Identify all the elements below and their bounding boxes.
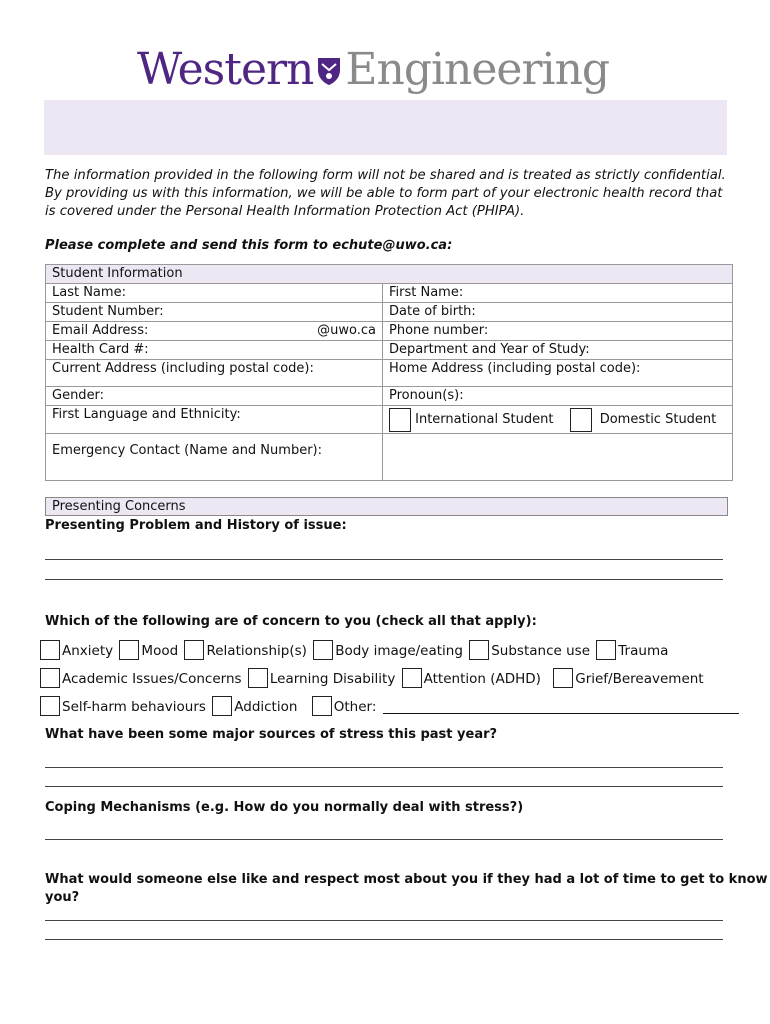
first-name-field[interactable]: First Name: xyxy=(383,284,733,303)
respect-answer-line-1[interactable] xyxy=(45,920,723,921)
western-engineering-logo xyxy=(137,44,609,95)
logo-western-text: Western xyxy=(137,44,314,95)
intro-line-3: is covered under the Personal Health Information Protection Act (PHIPA). xyxy=(45,204,525,219)
send-instruction: Please complete and send this form to echute@uwo.ca: xyxy=(45,238,453,253)
gender-field[interactable]: Gender: xyxy=(46,387,383,406)
email-label: Email Address: xyxy=(52,323,149,338)
relationships-checkbox[interactable] xyxy=(184,640,204,660)
stress-answer-line-1[interactable] xyxy=(45,767,723,768)
current-address-field[interactable]: Current Address (including postal code): xyxy=(46,360,383,387)
international-checkbox[interactable] xyxy=(389,408,411,432)
grief-checkbox[interactable] xyxy=(553,668,573,688)
self-harm-label: Self-harm behaviours xyxy=(62,699,206,715)
language-field[interactable]: First Language and Ethnicity: xyxy=(46,406,383,434)
respect-answer-line-2[interactable] xyxy=(45,939,723,940)
addiction-checkbox[interactable] xyxy=(212,696,232,716)
concerns-row-3 xyxy=(40,696,739,716)
addiction-label: Addiction xyxy=(234,699,298,715)
concerns-row-1 xyxy=(40,640,670,660)
mood-label: Mood xyxy=(141,643,179,659)
respect-question-line-1: What would someone else like and respect most about you if they had a lot of time to get to know xyxy=(45,872,768,887)
adhd-checkbox[interactable] xyxy=(402,668,422,688)
grief-label: Grief/Bereavement xyxy=(575,671,704,687)
anxiety-label: Anxiety xyxy=(62,643,114,659)
health-card-field[interactable]: Health Card #: xyxy=(46,341,383,360)
concerns-question: Which of the following are of concern to you (check all that apply): xyxy=(45,614,537,629)
other-label: Other: xyxy=(333,699,377,715)
other-answer-line[interactable] xyxy=(383,713,739,714)
student-info-table xyxy=(45,264,733,481)
home-address-field[interactable]: Home Address (including postal code): xyxy=(383,360,733,387)
international-label: International Student xyxy=(415,412,554,427)
intro-line-1: The information provided in the following form will not be shared and is treated as strictly confidential. xyxy=(45,168,726,183)
respect-question-line-2: you? xyxy=(45,890,80,905)
self-harm-checkbox[interactable] xyxy=(40,696,60,716)
history-answer-line-2[interactable] xyxy=(45,579,723,580)
student-number-field[interactable]: Student Number: xyxy=(46,303,383,322)
adhd-label: Attention (ADHD) xyxy=(423,671,541,687)
other-checkbox[interactable] xyxy=(312,696,332,716)
email-field[interactable] xyxy=(46,322,383,341)
history-question: Presenting Problem and History of issue: xyxy=(45,518,347,533)
concerns-row-2 xyxy=(40,668,706,688)
department-field[interactable]: Department and Year of Study: xyxy=(383,341,733,360)
domestic-label: Domestic Student xyxy=(599,412,717,427)
academic-label: Academic Issues/Concerns xyxy=(62,671,242,687)
emergency-contact-blank[interactable] xyxy=(383,434,733,481)
substance-use-checkbox[interactable] xyxy=(469,640,489,660)
student-type-field xyxy=(383,406,733,434)
coping-answer-line[interactable] xyxy=(45,839,723,840)
student-info-header: Student Information xyxy=(46,265,733,284)
email-suffix: @uwo.ca xyxy=(317,323,376,338)
pronouns-field[interactable]: Pronoun(s): xyxy=(383,387,733,406)
phone-field[interactable]: Phone number: xyxy=(383,322,733,341)
logo-engineering-text: Engineering xyxy=(345,44,610,95)
intro-line-2: By providing us with this information, we will be able to form part of your electronic health record that xyxy=(45,186,723,201)
presenting-concerns-header: Presenting Concerns xyxy=(45,497,728,516)
domestic-checkbox[interactable] xyxy=(570,408,592,432)
mood-checkbox[interactable] xyxy=(119,640,139,660)
coping-question: Coping Mechanisms (e.g. How do you normally deal with stress?) xyxy=(45,800,524,815)
trauma-checkbox[interactable] xyxy=(596,640,616,660)
history-answer-line-1[interactable] xyxy=(45,559,723,560)
anxiety-checkbox[interactable] xyxy=(40,640,60,660)
body-image-label: Body image/eating xyxy=(335,643,463,659)
last-name-field[interactable]: Last Name: xyxy=(46,284,383,303)
dob-field[interactable]: Date of birth: xyxy=(383,303,733,322)
shield-icon xyxy=(316,56,342,86)
learning-disability-label: Learning Disability xyxy=(269,671,396,687)
body-image-checkbox[interactable] xyxy=(313,640,333,660)
academic-checkbox[interactable] xyxy=(40,668,60,688)
stress-question: What have been some major sources of stress this past year? xyxy=(45,727,498,742)
trauma-label: Trauma xyxy=(618,643,669,659)
substance-use-label: Substance use xyxy=(491,643,590,659)
learning-disability-checkbox[interactable] xyxy=(248,668,268,688)
relationships-label: Relationship(s) xyxy=(206,643,307,659)
stress-answer-line-2[interactable] xyxy=(45,786,723,787)
emergency-contact-field[interactable]: Emergency Contact (Name and Number): xyxy=(46,434,383,481)
title-banner xyxy=(44,100,727,155)
